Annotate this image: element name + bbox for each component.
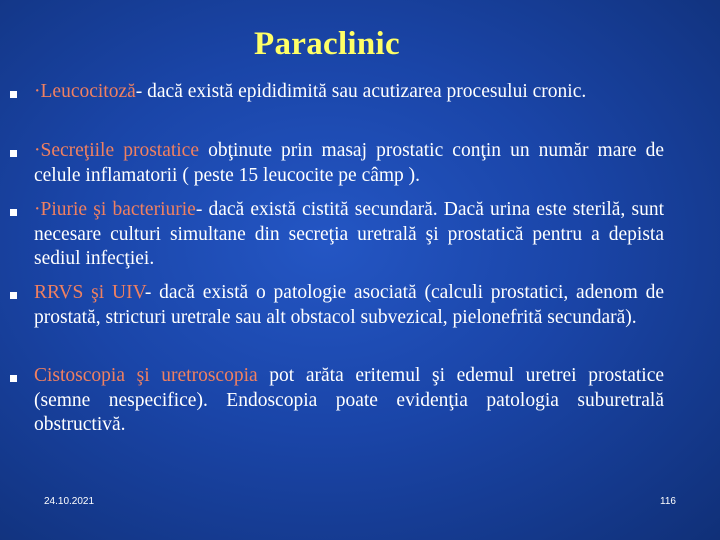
item-text <box>34 139 664 188</box>
item-keyword: Cistoscopia şi uretroscopia <box>34 365 258 386</box>
item-prefix: · <box>34 140 41 161</box>
item-description: - dacă există cistită secundară. Dacă urina este sterilă, sunt necesare culturi simultane din secreţia uretrală şi prostatică pentru a depista sediul infecţiei. <box>34 199 664 269</box>
page-number: 116 <box>660 496 676 507</box>
square-bullet-icon <box>10 292 17 299</box>
item-description: - dacă există epididimită sau acutizarea procesului cronic. <box>135 81 587 102</box>
item-prefix: · <box>34 199 41 220</box>
square-bullet-icon <box>10 150 17 157</box>
square-bullet-icon <box>10 209 17 216</box>
item-description: obţinute prin masaj prostatic conţin un număr mare de celule inflamatorii ( peste 15 leucocite pe câmp ). <box>34 140 664 186</box>
slide-title: Paraclinic <box>254 26 400 62</box>
item-keyword: RRVS şi UIV <box>34 282 145 303</box>
square-bullet-icon <box>10 91 17 98</box>
item-text <box>34 198 664 272</box>
square-bullet-icon <box>10 375 17 382</box>
item-text <box>34 80 664 105</box>
item-keyword: Piurie şi bacteriurie <box>40 199 196 220</box>
item-text <box>34 364 664 438</box>
item-keyword: Leucocitoză <box>40 81 136 102</box>
item-text <box>34 281 664 330</box>
item-description: - dacă există o patologie asociată (calculi prostatici, adenom de prostată, stricturi uretrale sau alt obstacol subvezical, pielonefrită secundară). <box>34 282 664 328</box>
item-prefix: · <box>34 81 41 102</box>
item-keyword: Secreţiile prostatice <box>40 140 199 161</box>
footer-date: 24.10.2021 <box>44 496 95 507</box>
item-description: pot arăta eritemul şi edemul uretrei prostatice (semne nespecifice). Endoscopia poate evidenţia patologia suburetrală obstructivă. <box>34 365 664 435</box>
